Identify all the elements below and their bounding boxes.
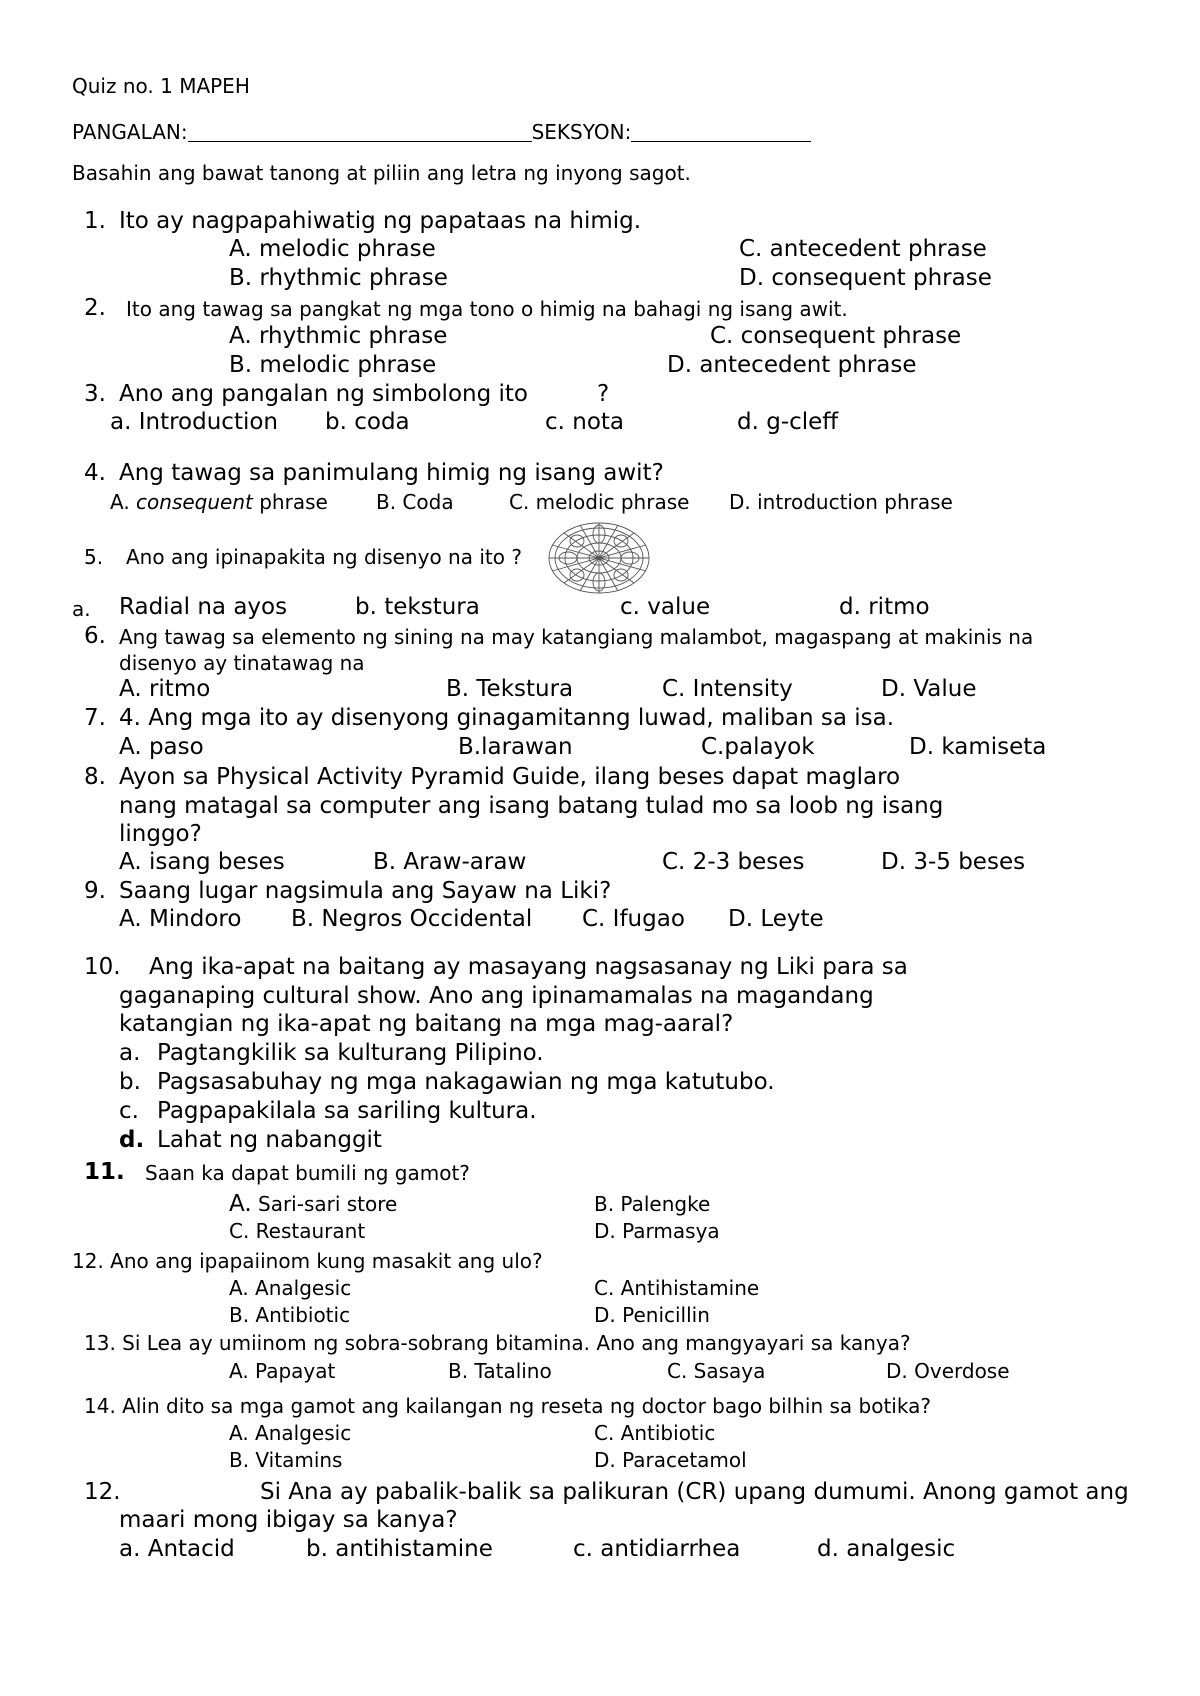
q12-option-a[interactable]: A. Analgesic bbox=[229, 1276, 352, 1300]
q2-option-a[interactable]: A. rhythmic phrase bbox=[229, 323, 448, 349]
q4-option-a-letter: A. bbox=[110, 490, 130, 514]
q9-option-c[interactable]: C. Ifugao bbox=[582, 906, 685, 932]
q9-option-d[interactable]: D. Leyte bbox=[728, 906, 824, 932]
q4-option-d[interactable]: D. introduction phrase bbox=[729, 490, 953, 514]
q11-option-a-text: Sari-sari store bbox=[258, 1192, 398, 1216]
q2-option-c[interactable]: C. consequent phrase bbox=[710, 323, 962, 349]
q5-question: Ano ang ipinapakita ng disenyo na ito ? bbox=[126, 545, 522, 569]
q8-question-line1: Ayon sa Physical Activity Pyramid Guide, ilang beses dapat maglaro bbox=[119, 764, 901, 790]
q6-question-line2: disenyo ay tinatawag na bbox=[119, 651, 365, 675]
q4-option-a-suffix: phrase bbox=[259, 490, 328, 514]
q8-question-line2: nang matagal sa computer ang isang batang tulad mo sa loob ng isang bbox=[119, 793, 944, 819]
q4-option-c[interactable]: C. melodic phrase bbox=[509, 490, 690, 514]
q8-option-a[interactable]: A. isang beses bbox=[119, 849, 285, 875]
q2-number: 2. bbox=[84, 295, 106, 321]
q9-option-b[interactable]: B. Negros Occidental bbox=[291, 906, 533, 932]
q14-option-d[interactable]: D. Paracetamol bbox=[594, 1448, 747, 1472]
q15-option-d[interactable]: d. analgesic bbox=[817, 1536, 956, 1562]
q5-option-b[interactable]: b. tekstura bbox=[355, 594, 480, 620]
q8-question-line3: linggo? bbox=[119, 821, 202, 847]
q3-question-mark: ? bbox=[597, 381, 610, 407]
q4-number: 4. bbox=[84, 460, 106, 486]
q13-option-d[interactable]: D. Overdose bbox=[886, 1359, 1010, 1383]
q2-option-b[interactable]: B. melodic phrase bbox=[229, 352, 437, 378]
q13-option-c[interactable]: C. Sasaya bbox=[667, 1359, 766, 1383]
section-label: SEKSYON: bbox=[531, 120, 632, 144]
q2-question: Ito ang tawag sa pangkat ng mga tono o himig na bahagi ng isang awit. bbox=[126, 297, 848, 321]
q9-option-a[interactable]: A. Mindoro bbox=[119, 906, 242, 932]
q7-option-d[interactable]: D. kamiseta bbox=[909, 734, 1047, 760]
q6-number: 6. bbox=[84, 623, 106, 649]
q8-number: 8. bbox=[84, 764, 106, 790]
q3-number: 3. bbox=[84, 381, 106, 407]
q10-option-d-letter: d. bbox=[119, 1127, 145, 1153]
q11-option-a-letter: A. bbox=[229, 1191, 252, 1217]
q3-option-c[interactable]: c. nota bbox=[545, 409, 625, 435]
q4-option-b[interactable]: B. Coda bbox=[376, 490, 454, 514]
q14-option-c[interactable]: C. Antibiotic bbox=[594, 1421, 716, 1445]
q1-option-d[interactable]: D. consequent phrase bbox=[739, 265, 992, 291]
q15-question-line1: Si Ana ay pabalik-balik sa palikuran (CR) upang dumumi. Anong gamot ang bbox=[260, 1479, 1129, 1505]
q14-option-a[interactable]: A. Analgesic bbox=[229, 1421, 352, 1445]
q5-option-a[interactable]: Radial na ayos bbox=[119, 594, 288, 620]
q4-option-a[interactable] bbox=[110, 492, 328, 512]
q10-option-c[interactable]: Pagpapakilala sa sariling kultura. bbox=[157, 1098, 537, 1124]
q10-question-line2: gaganaping cultural show. Ano ang ipinamamalas na magandang bbox=[119, 983, 874, 1009]
q2-option-d[interactable]: D. antecedent phrase bbox=[667, 352, 917, 378]
radial-design-image bbox=[546, 520, 652, 596]
q10-option-d[interactable]: Lahat ng nabanggit bbox=[157, 1127, 382, 1153]
q11-option-b[interactable]: B. Palengke bbox=[594, 1192, 711, 1216]
q12-question: 12. Ano ang ipapaiinom kung masakit ang ulo? bbox=[72, 1249, 543, 1273]
q13-question: 13. Si Lea ay umiinom ng sobra-sobrang bitamina. Ano ang mangyayari sa kanya? bbox=[84, 1331, 911, 1355]
q15-number: 12. bbox=[84, 1479, 121, 1505]
q10-question-line3: katangian ng ika-apat ng baitang na mga mag-aaral? bbox=[119, 1011, 734, 1037]
q13-option-b[interactable]: B. Tatalino bbox=[448, 1359, 552, 1383]
q6-option-a[interactable]: A. ritmo bbox=[119, 676, 211, 702]
q9-number: 9. bbox=[84, 878, 106, 904]
q12-option-c[interactable]: C. Antihistamine bbox=[594, 1276, 760, 1300]
q11-option-a[interactable] bbox=[229, 1193, 397, 1216]
q6-option-c[interactable]: C. Intensity bbox=[662, 676, 793, 702]
q10-number: 10. bbox=[84, 954, 121, 980]
q11-option-c[interactable]: C. Restaurant bbox=[229, 1219, 366, 1243]
q3-option-d[interactable]: d. g-cleff bbox=[737, 409, 839, 435]
q10-option-b[interactable]: Pagsasabuhay ng mga nakagawian ng mga katutubo. bbox=[157, 1069, 775, 1095]
q12-option-d[interactable]: D. Penicillin bbox=[594, 1303, 710, 1327]
q14-option-b[interactable]: B. Vitamins bbox=[229, 1448, 343, 1472]
q3-option-a[interactable]: a. Introduction bbox=[110, 409, 278, 435]
q10-option-b-letter: b. bbox=[119, 1069, 141, 1095]
q14-question: 14. Alin dito sa mga gamot ang kailangan ng reseta ng doctor bago bilhin sa botika? bbox=[84, 1394, 931, 1418]
section-blank-line[interactable] bbox=[631, 121, 811, 142]
q11-number: 11. bbox=[84, 1159, 125, 1185]
q7-number: 7. bbox=[84, 705, 106, 731]
q1-option-a[interactable]: A. melodic phrase bbox=[229, 236, 436, 262]
q10-question-line1: Ang ika-apat na baitang ay masayang nagsasanay ng Liki para sa bbox=[149, 954, 908, 980]
quiz-title: Quiz no. 1 MAPEH bbox=[72, 74, 250, 98]
q5-option-a-letter: a. bbox=[72, 597, 91, 621]
q1-option-b[interactable]: B. rhythmic phrase bbox=[229, 265, 448, 291]
instructions: Basahin ang bawat tanong at piliin ang letra ng inyong sagot. bbox=[72, 161, 691, 185]
q5-option-c[interactable]: c. value bbox=[620, 594, 711, 620]
q6-question-line1: Ang tawag sa elemento ng sining na may katangiang malambot, magaspang at makinis na bbox=[119, 625, 1034, 649]
q6-option-b[interactable]: B. Tekstura bbox=[446, 676, 574, 702]
q7-question: 4. Ang mga ito ay disenyong ginagamitanng luwad, maliban sa isa. bbox=[119, 705, 895, 731]
q15-question-line2: maari mong ibigay sa kanya? bbox=[119, 1507, 458, 1533]
q9-question: Saang lugar nagsimula ang Sayaw na Liki? bbox=[119, 878, 612, 904]
q4-option-a-italic: consequent bbox=[136, 490, 253, 514]
q4-question: Ang tawag sa panimulang himig ng isang awit? bbox=[119, 460, 664, 486]
q1-option-c[interactable]: C. antecedent phrase bbox=[739, 236, 987, 262]
q13-option-a[interactable]: A. Papayat bbox=[229, 1359, 336, 1383]
name-blank-line[interactable] bbox=[188, 121, 532, 142]
q3-option-b[interactable]: b. coda bbox=[325, 409, 410, 435]
q11-question: Saan ka dapat bumili ng gamot? bbox=[145, 1161, 470, 1185]
q8-option-d[interactable]: D. 3-5 beses bbox=[881, 849, 1026, 875]
q1-number: 1. bbox=[84, 208, 106, 234]
q7-option-c[interactable]: C.palayok bbox=[701, 734, 815, 760]
q8-option-b[interactable]: B. Araw-araw bbox=[373, 849, 527, 875]
q11-option-d[interactable]: D. Parmasya bbox=[594, 1219, 720, 1243]
q15-option-c[interactable]: c. antidiarrhea bbox=[573, 1536, 741, 1562]
q12-option-b[interactable]: B. Antibiotic bbox=[229, 1303, 351, 1327]
q7-option-a[interactable]: A. paso bbox=[119, 734, 204, 760]
q1-question: Ito ay nagpapahiwatig ng papataas na himig. bbox=[119, 208, 642, 234]
q6-option-d[interactable]: D. Value bbox=[881, 676, 977, 702]
q15-option-b[interactable]: b. antihistamine bbox=[306, 1536, 493, 1562]
q15-option-a[interactable]: a. Antacid bbox=[119, 1536, 235, 1562]
name-label: PANGALAN: bbox=[72, 120, 188, 144]
q5-number: 5. bbox=[84, 545, 104, 569]
name-section-row bbox=[72, 121, 811, 142]
q5-option-d[interactable]: d. ritmo bbox=[839, 594, 930, 620]
q10-option-c-letter: c. bbox=[119, 1098, 139, 1124]
q7-option-b[interactable]: B.larawan bbox=[458, 734, 573, 760]
q10-option-a-letter: a. bbox=[119, 1040, 141, 1066]
q8-option-c[interactable]: C. 2-3 beses bbox=[662, 849, 805, 875]
q3-question: Ano ang pangalan ng simbolong ito bbox=[119, 381, 528, 407]
q10-option-a[interactable]: Pagtangkilik sa kulturang Pilipino. bbox=[157, 1040, 544, 1066]
